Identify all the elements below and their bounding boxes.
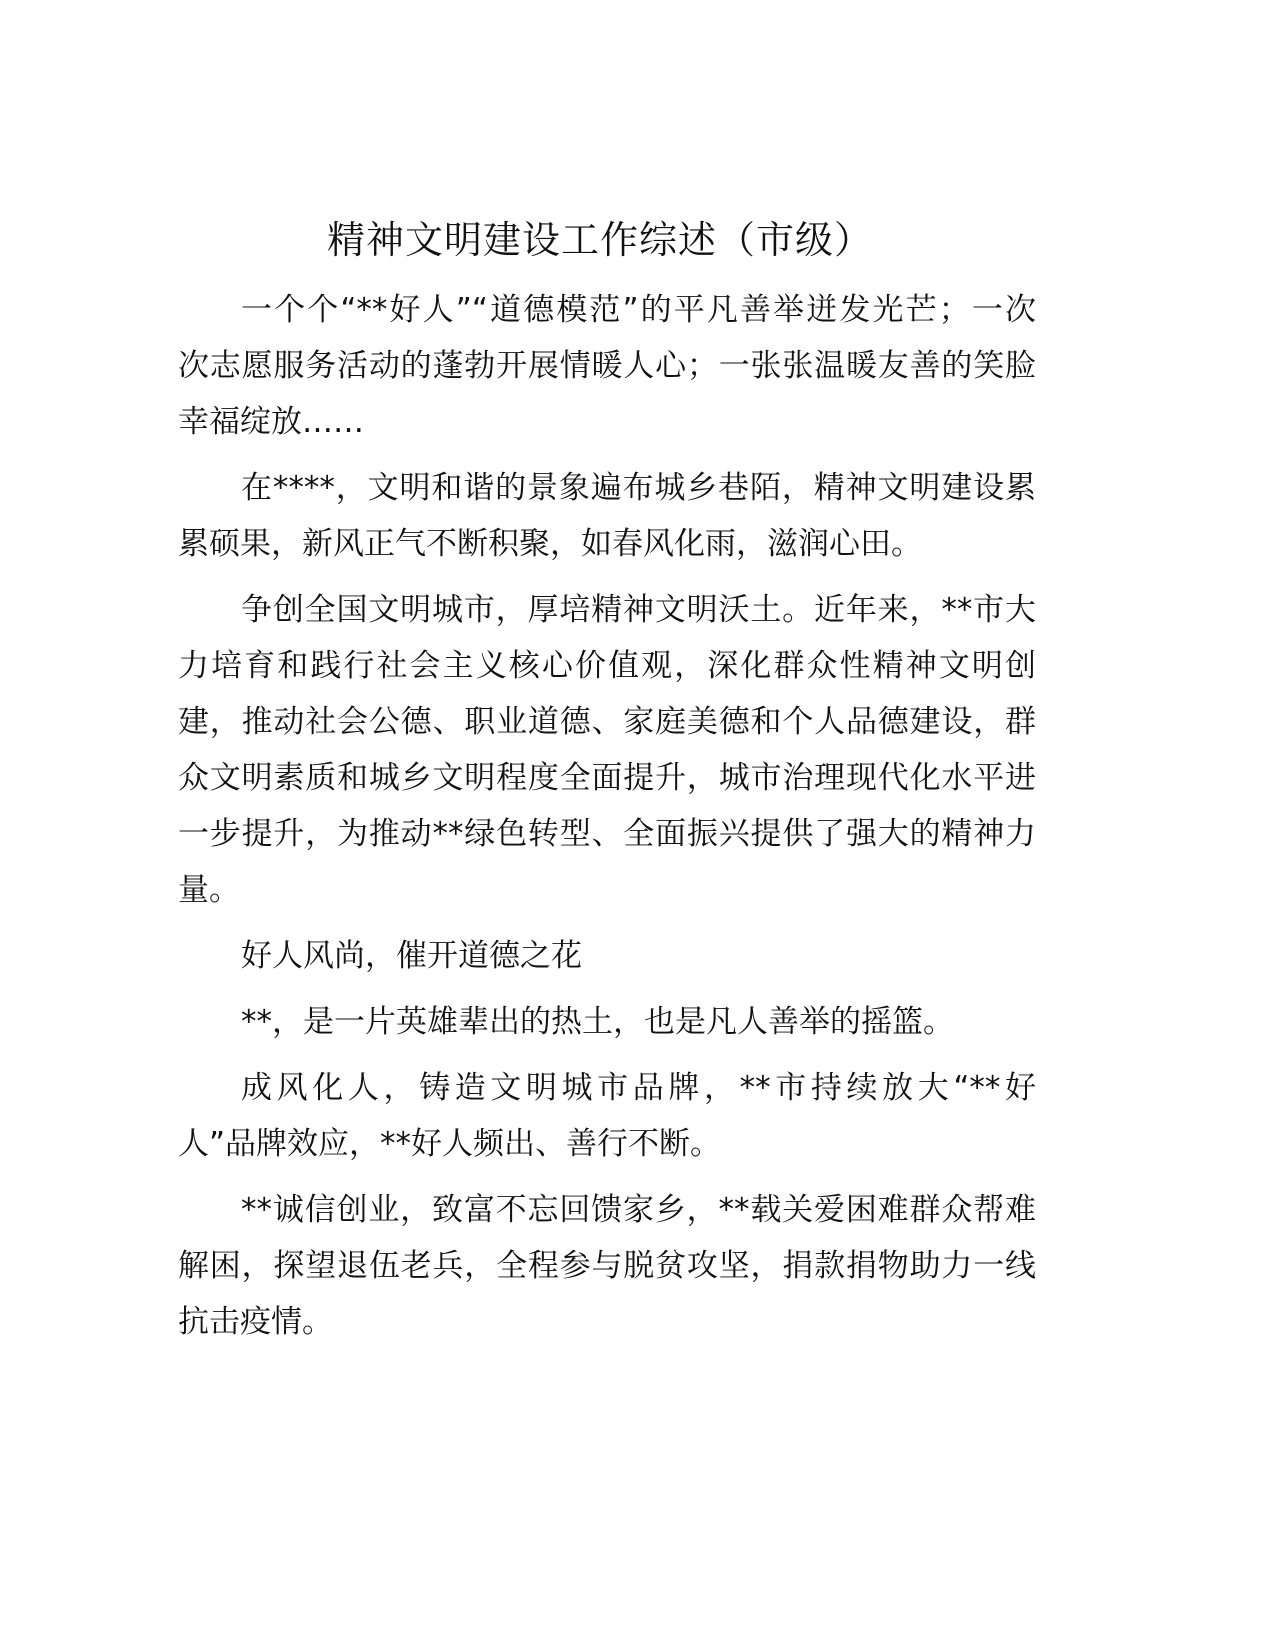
document-title: 精神文明建设工作综述（市级） [326,218,873,262]
paragraph-line: 成风化人，铸造文明城市品牌，**市持续放大“**好 [241,1070,1036,1106]
paragraph-line: 累硕果，新风正气不断积聚，如春风化雨，滋润心田。 [178,526,922,562]
paragraph-line: 量。 [178,872,240,908]
paragraph-line: 解困，探望退伍老兵，全程参与脱贫攻坚，捐款捐物助力一线 [178,1248,1036,1284]
paragraph-line: 在****，文明和谐的景象遍布城乡巷陌，精神文明建设累 [241,470,1036,506]
paragraph-line: 好人风尚，催开道德之花 [241,938,582,974]
paragraph [178,282,1036,450]
paragraph [178,928,1036,984]
paragraph [178,460,1036,572]
paragraph-line: 抗击疫情。 [178,1304,333,1340]
paragraph-line: 一个个“**好人”“道德模范”的平凡善举迸发光芒；一次 [241,292,1036,328]
paragraph [178,1182,1036,1350]
paragraph-line: 力培育和践行社会主义核心价值观，深化群众性精神文明创 [178,648,1036,684]
paragraph-line: 建，推动社会公德、职业道德、家庭美德和个人品德建设，群 [178,704,1036,740]
paragraph-line: **，是一片英雄辈出的热土，也是凡人善举的摇篮。 [241,1004,954,1040]
paragraph-line: **诚信创业，致富不忘回馈家乡，**载关爱困难群众帮难 [241,1192,1036,1228]
document-body [178,282,1036,1360]
paragraph-line: 次志愿服务活动的蓬勃开展情暖人心；一张张温暖友善的笑脸 [178,348,1036,384]
paragraph-line: 一步提升，为推动**绿色转型、全面振兴提供了强大的精神力 [178,816,1036,852]
paragraph [178,582,1036,918]
paragraph-line: 幸福绽放…… [178,404,364,440]
paragraph [178,1060,1036,1172]
paragraph [178,994,1036,1050]
paragraph-line: 众文明素质和城乡文明程度全面提升，城市治理现代化水平进 [178,760,1036,796]
paragraph-line: 人”品牌效应，**好人频出、善行不断。 [178,1126,722,1162]
paragraph-line: 争创全国文明城市，厚培精神文明沃土。近年来，**市大 [241,592,1036,628]
